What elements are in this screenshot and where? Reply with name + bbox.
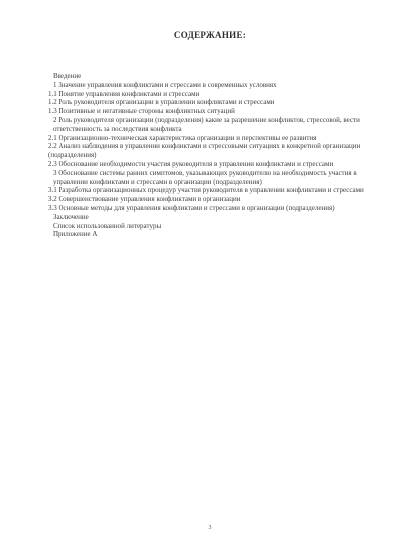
toc-entry-conclusion: Заключение [53, 212, 89, 221]
toc-entry-2-1: 2.1 Организационно-техническая характеристика организации и перспективы ее развития [48, 133, 317, 142]
toc-entry-2-3: 2.3 Обоснование необходимости участия руководителя в управлении конфликтами и стрессами [48, 159, 334, 168]
toc-entry-intro: Введение [53, 72, 82, 80]
page-title: СОДЕРЖАНИЕ: [173, 30, 247, 40]
toc-entry-1-2: 1.2 Роль руководителя организации в управлении конфликтами и стрессами [48, 98, 275, 107]
toc-entry-3-1: 3.1 Разработка организационных процедур участия руководителя в управлении конфликтами и стрессами [48, 186, 364, 195]
toc-entry-1-3: 1.3 Позитивные и негативные стороны конфликтных ситуаций [48, 107, 235, 116]
toc-entry-1-1: 1.1 Понятие управления конфликтами и стрессами [48, 89, 200, 98]
page-number: 3 [208, 525, 212, 531]
toc-entry-1: 1 Значение управления конфликтами и стрессами в современных условиях [53, 80, 277, 89]
toc-entry-appendix: Приложение А [53, 230, 98, 239]
toc-entry-3-3: 3.3 Основные методы для управления конфликтами и стрессами в организации (подразделения) [48, 203, 335, 212]
toc-entry-3: 3 Обоснование системы ранних симптомов, указывающих руководителю на необходимость участия в управлении конфликтами и стрессами в организации (подразделения) [53, 168, 357, 186]
toc-entry-bibliography: Список использованной литературы [53, 221, 162, 230]
toc-entry-3-2: 3.2 Совершенствование управления конфликтами в организации [48, 195, 241, 204]
toc-entry-2: 2 Роль руководителя организации (подразделения) какие за разрешение конфликтов, стрессовой, вести ответственность за последствия конфликта [53, 115, 360, 133]
table-of-contents [48, 72, 388, 239]
toc-entry-2-2: 2.2 Анализ наблюдения в управлении конфликтами и стрессовыми ситуациях в конкретной организации (подразделения) [48, 142, 361, 160]
